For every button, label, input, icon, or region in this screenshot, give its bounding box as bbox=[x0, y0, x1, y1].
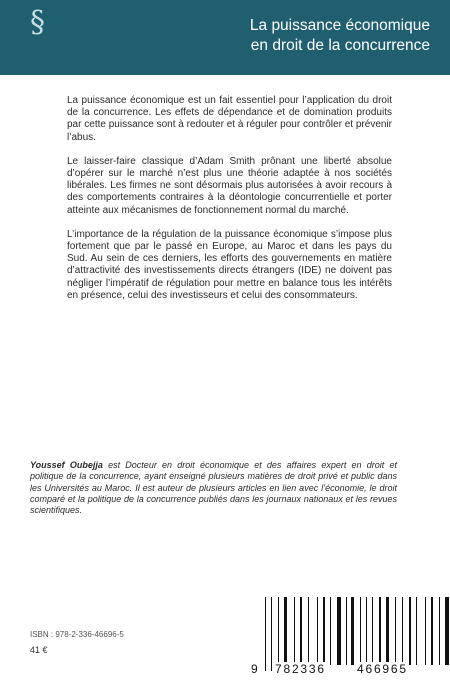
barcode-bars bbox=[265, 597, 433, 665]
barcode-bar bbox=[271, 597, 272, 671]
barcode-digit-first: 9 bbox=[251, 662, 260, 676]
barcode-bar bbox=[439, 597, 440, 665]
author-bio bbox=[30, 460, 397, 516]
barcode-bar bbox=[330, 597, 331, 665]
barcode-bar bbox=[278, 597, 279, 665]
summary-paragraph-3: L’importance de la régulation de la puissance économique s’impose plus fortement que par le passé en Europe, au Maroc et dans les pays du Sud. Au sein de ces derniers, les efforts des gouvernements en matière d’attractivité des investissements directs étrangers (IDE) ne doivent pas négliger l’impératif de régulation pour mettre en balance tous les intérêts en présence, celui des investisseurs et celui des consommateurs. bbox=[67, 228, 392, 301]
barcode-bar bbox=[416, 597, 417, 665]
barcode-bar bbox=[284, 597, 288, 665]
barcode-bar bbox=[431, 597, 433, 665]
barcode-bar bbox=[366, 597, 367, 671]
book-title bbox=[250, 16, 430, 56]
title-line-2: en droit de la concurrence bbox=[250, 37, 430, 54]
barcode-group-left: 782336 bbox=[275, 662, 326, 676]
barcode-bar bbox=[360, 597, 361, 665]
cover-header bbox=[0, 0, 450, 75]
barcode-bar bbox=[379, 597, 381, 665]
barcode-bar bbox=[445, 597, 449, 665]
barcode bbox=[251, 597, 438, 679]
barcode-bar bbox=[294, 597, 295, 665]
barcode-bar bbox=[402, 597, 403, 665]
barcode-bar bbox=[372, 597, 373, 671]
title-line-1: La puissance économique bbox=[249, 17, 430, 34]
barcode-bar bbox=[323, 597, 325, 665]
barcode-group-right: 466965 bbox=[357, 662, 408, 676]
barcode-bar bbox=[300, 597, 302, 665]
author-bio-text: est Docteur en droit économique et des affaires expert en droit et politique de la concurrence, ayant enseigné plusieurs matières de droit privé et public dans les Universités au Maroc. Il est auteur de plusieurs articles en lien avec l’économie, le droit comparé et la politique de la concurrence publiés dans les journaux nationaux et les revues scientifiques. bbox=[30, 460, 397, 516]
summary-paragraph-2: Le laisser-faire classique d’Adam Smith prônant une liberté absolue d’opérer sur le marché n’est plus une théorie adaptée à nos sociétés libérales. Les firmes ne sont désormais plus autorisées à avoir recours à des comportements contraires à la déontologie concurrentielle et porter atteinte aux mécanismes de fonctionnement normal du marché. bbox=[67, 155, 392, 216]
back-cover-summary bbox=[67, 95, 392, 314]
barcode-bar bbox=[409, 597, 411, 665]
price-text: 41 € bbox=[30, 645, 48, 655]
barcode-bar bbox=[265, 597, 266, 671]
section-sign-logo: § bbox=[30, 5, 45, 40]
barcode-bar bbox=[346, 597, 347, 665]
barcode-bar bbox=[395, 597, 396, 665]
barcode-bar bbox=[308, 597, 309, 665]
summary-paragraph-1: La puissance économique est un fait essentiel pour l’application du droit de la concurrence. Les effets de dépendance et de domination produits par cette puissance sont à redouter et à réguler pour contrôler et prévenir l’abus. bbox=[67, 95, 392, 143]
author-name: Youssef Oubejja bbox=[30, 460, 103, 470]
isbn-text: ISBN : 978-2-336-46696-5 bbox=[30, 630, 124, 639]
barcode-bar bbox=[425, 597, 426, 665]
barcode-bar bbox=[351, 597, 353, 665]
barcode-bar bbox=[337, 597, 341, 665]
barcode-bar bbox=[317, 597, 318, 665]
barcode-bar bbox=[386, 597, 390, 665]
